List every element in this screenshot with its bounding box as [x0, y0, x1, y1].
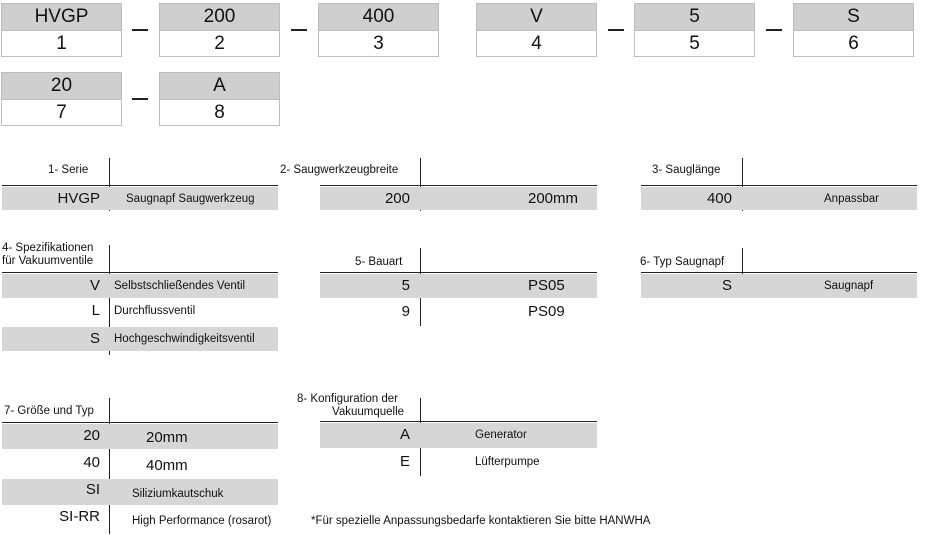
row-desc: Anpassbar	[824, 193, 879, 205]
section-title: 1- Serie	[48, 164, 89, 176]
code-box-3	[318, 3, 439, 57]
row-code: A	[399, 426, 410, 443]
row-desc: Hochgeschwindigkeitsventil	[114, 333, 255, 345]
row-code: 5	[401, 277, 410, 294]
divider	[2, 422, 278, 423]
section-title: für Vakuumventile	[2, 255, 94, 267]
divider	[2, 185, 278, 186]
separator-dash	[608, 29, 624, 31]
row-desc: Saugnapf Saugwerkzeug	[126, 193, 255, 205]
code-box-4	[476, 3, 597, 57]
divider	[320, 185, 597, 186]
code-box-5	[634, 3, 755, 57]
code-box-value: HVGP	[2, 4, 121, 30]
code-box-index: 2	[160, 30, 279, 56]
section-title: 6- Typ Saugnapf	[640, 256, 725, 268]
row-desc: PS09	[528, 303, 565, 320]
row-code: HVGP	[57, 190, 100, 207]
code-box-6	[793, 3, 914, 57]
row-code: 40	[83, 454, 100, 471]
code-box-index: 4	[477, 30, 596, 56]
section-title: Vakuumquelle	[332, 406, 405, 418]
divider	[641, 272, 917, 273]
code-box-1	[1, 3, 122, 57]
code-box-index: 5	[635, 30, 754, 56]
row-desc: Selbstschließendes Ventil	[114, 280, 246, 292]
row-code: L	[91, 302, 100, 319]
divider	[2, 272, 278, 273]
row-code: S	[721, 277, 732, 294]
code-box-value: 200	[160, 4, 279, 30]
divider	[109, 398, 110, 534]
divider	[641, 185, 917, 186]
code-box-index: 1	[2, 30, 121, 56]
code-box-index: 8	[160, 99, 279, 125]
row-code: V	[89, 277, 100, 294]
section-title: 2- Saugwerkzeugbreite	[280, 164, 399, 176]
row-desc: Durchflussventil	[114, 305, 196, 317]
row-desc: Generator	[475, 429, 527, 441]
code-box-index: 6	[794, 30, 913, 56]
footnote: *Für spezielle Anpassungsbedarfe kontaktieren Sie bitte HANWHA	[311, 515, 651, 527]
divider	[320, 421, 597, 422]
row-code: 200	[384, 190, 410, 207]
separator-dash	[132, 29, 148, 31]
section-title: 5- Bauart	[355, 256, 403, 268]
code-box-value: S	[794, 4, 913, 30]
row-code: 400	[706, 190, 732, 207]
code-box-value: 20	[2, 73, 121, 99]
separator-dash	[766, 29, 782, 31]
row-desc: 20mm	[146, 429, 188, 446]
row-desc: Siliziumkautschuk	[132, 488, 224, 500]
code-box-7	[1, 72, 122, 126]
code-box-value: 5	[635, 4, 754, 30]
row-code: E	[399, 453, 410, 470]
code-box-8	[159, 72, 280, 126]
code-box-value: V	[477, 4, 596, 30]
row-desc: Saugnapf	[824, 280, 874, 292]
code-box-index: 3	[319, 30, 438, 56]
section-title: 8- Konfiguration der	[297, 393, 399, 405]
row-desc: High Performance (rosarot)	[132, 515, 272, 527]
row-desc: Lüfterpumpe	[475, 456, 540, 468]
row-desc: 200mm	[528, 190, 579, 207]
separator-dash	[132, 98, 148, 100]
code-box-2	[159, 3, 280, 57]
code-box-value: 400	[319, 4, 438, 30]
section-title: 3- Sauglänge	[652, 164, 721, 176]
code-box-index: 7	[2, 99, 121, 125]
section-title: 4- Spezifikationen	[2, 242, 94, 254]
section-title: 7- Größe und Typ	[4, 405, 94, 417]
row-code: SI-RR	[59, 508, 100, 525]
divider	[320, 272, 597, 273]
row-code: 9	[401, 303, 410, 320]
row-code: SI	[85, 481, 100, 498]
code-box-value: A	[160, 73, 279, 99]
row-desc: 40mm	[146, 457, 188, 474]
row-code: S	[89, 330, 100, 347]
separator-dash	[291, 29, 307, 31]
row-desc: PS05	[528, 277, 565, 294]
row-code: 20	[83, 427, 100, 444]
